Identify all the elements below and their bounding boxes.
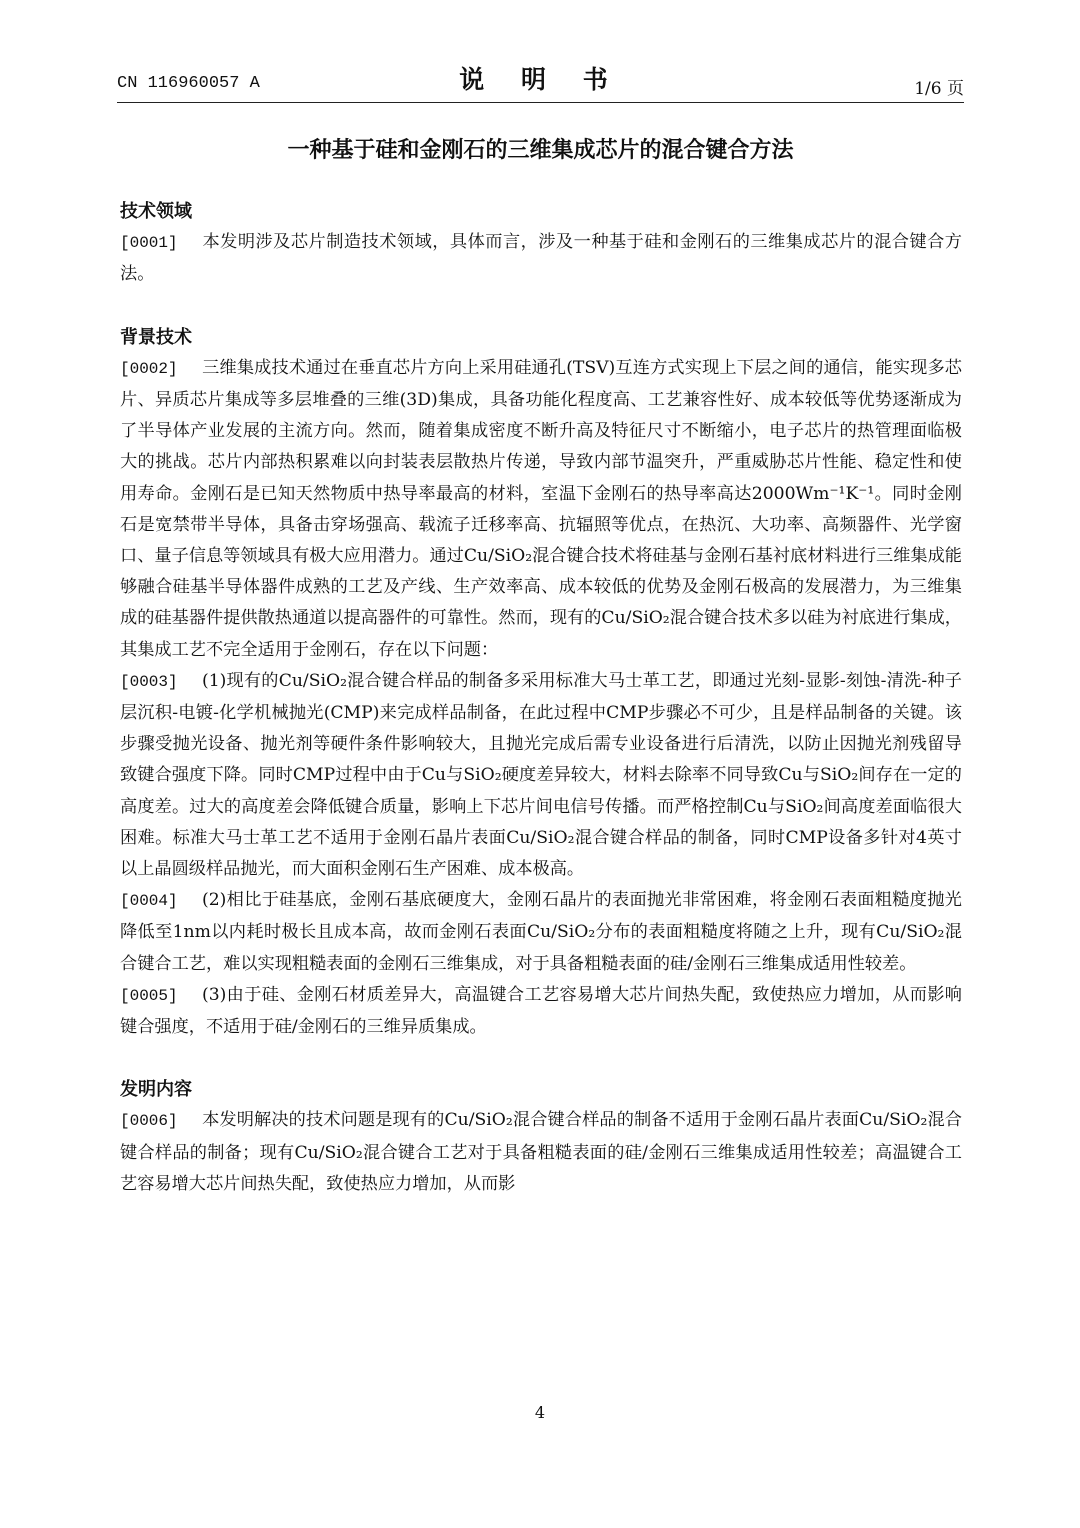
header-rule: [117, 102, 964, 103]
paragraph: [120, 227, 962, 290]
document-body: [120, 196, 962, 1200]
paragraph-text: 本发明解决的技术问题是现有的Cu/SiO₂混合键合样品的制备不适用于金刚石晶片表面Cu/SiO₂混合键合样品的制备；现有Cu/SiO₂混合键合工艺对于具备粗糙表面的硅/金刚石三维集成适用性较差；高温键合工艺容易增大芯片间热失配，致使热应力增加，从而影: [120, 1110, 962, 1194]
paragraph: [120, 353, 962, 666]
section-heading: 背景技术: [120, 326, 192, 348]
section-background-art: [120, 322, 962, 1044]
document-title: 一种基于硅和金刚石的三维集成芯片的混合键合方法: [287, 138, 794, 163]
paragraph-number: [0003]: [120, 672, 178, 691]
paragraph: [120, 1105, 962, 1200]
page-number: 4: [534, 1403, 546, 1422]
paragraph-number: [0004]: [120, 892, 178, 911]
paragraph: [120, 666, 962, 885]
section-invention-content: [120, 1074, 962, 1200]
document-type: 说 明 书: [459, 65, 622, 94]
paragraph: [120, 980, 962, 1043]
paragraph: [120, 885, 962, 980]
paragraph-text: (1)现有的Cu/SiO₂混合键合样品的制备多采用标准大马士革工艺，即通过光刻-显影-刻蚀-清洗-种子层沉积-电镀-化学机械抛光(CMP)来完成样品制备，在此过程中CMP步骤必不可少，且是样品制备的关键。该步骤受抛光设备、抛光剂等硬件条件影响较大，且抛光完成后需专业设备进行后清洗，以防止因抛光剂残留导致键合强度下降。同时CMP过程中由于Cu与SiO₂硬度差异较大，材料去除率不同导致Cu与SiO₂间存在一定的高度差。过大的高度差会降低键合质量，影响上下芯片间电信号传播。而严格控制Cu与SiO₂间高度差面临很大困难。标准大马士革工艺不适用于金刚石晶片表面Cu/SiO₂混合键合样品的制备，同时CMP设备多针对4英寸以上晶圆级样品抛光，而大面积金刚石生产困难、成本极高。: [120, 670, 962, 880]
paragraph-text: (3)由于硅、金刚石材质差异大，高温键合工艺容易增大芯片间热失配，致使热应力增加，从而影响键合强度，不适用于硅/金刚石的三维异质集成。: [120, 984, 962, 1038]
section-heading: 技术领域: [120, 201, 192, 222]
page-header: [117, 60, 964, 100]
section-heading: 发明内容: [120, 1079, 192, 1101]
paragraph-number: [0002]: [120, 359, 178, 378]
paragraph-number: [0001]: [120, 234, 178, 253]
page-info: 1/6 页: [914, 79, 964, 99]
paragraph-number: [0005]: [120, 986, 178, 1005]
paragraph-text: 本发明涉及芯片制造技术领域，具体而言，涉及一种基于硅和金刚石的三维集成芯片的混合键合方法。: [120, 232, 962, 285]
paragraph-text: (2)相比于硅基底，金刚石基底硬度大，金刚石晶片的表面抛光非常困难，将金刚石表面粗糙度抛光降低至1nm以内耗时极长且成本高，故而金刚石表面Cu/SiO₂分布的表面粗糙度将随之上升，现有Cu/SiO₂混合键合工艺，难以实现粗糙表面的金刚石三维集成，对于具备粗糙表面的硅/金刚石三维集成适用性较差。: [120, 890, 962, 974]
section-technical-field: [120, 196, 962, 291]
paragraph-text: 三维集成技术通过在垂直芯片方向上采用硅通孔(TSV)互连方式实现上下层之间的通信，能实现多芯片、异质芯片集成等多层堆叠的三维(3D)集成，具备功能化程度高、工艺兼容性好、成本较低等优势逐渐成为了半导体产业发展的主流方向。然而，随着集成密度不断升高及特征尺寸不断缩小，电子芯片的热管理面临极大的挑战。芯片内部热积累难以向封装表层散热片传递，导致内部节温突升，严重威胁芯片性能、稳定性和使用寿命。金刚石是已知天然物质中热导率最高的材料，室温下金刚石的热导率高达2000Wm⁻¹K⁻¹。同时金刚石是宽禁带半导体，具备击穿场强高、载流子迁移率高、抗辐照等优点，在热沉、大功率、高频器件、光学窗口、量子信息等领域具有极大应用潜力。通过Cu/SiO₂混合键合技术将硅基与金刚石基衬底材料进行三维集成能够融合硅基半导体器件成熟的工艺及产线、生产效率高、成本较低的优势及金刚石极高的发展潜力，为三维集成的硅基器件提供散热通道以提高器件的可靠性。然而，现有的Cu/SiO₂混合键合技术多以硅为衬底进行集成，其集成工艺不完全适用于金刚石，存在以下问题：: [120, 357, 962, 660]
document-number: CN 116960057 A: [117, 74, 260, 93]
paragraph-number: [0006]: [120, 1112, 178, 1131]
